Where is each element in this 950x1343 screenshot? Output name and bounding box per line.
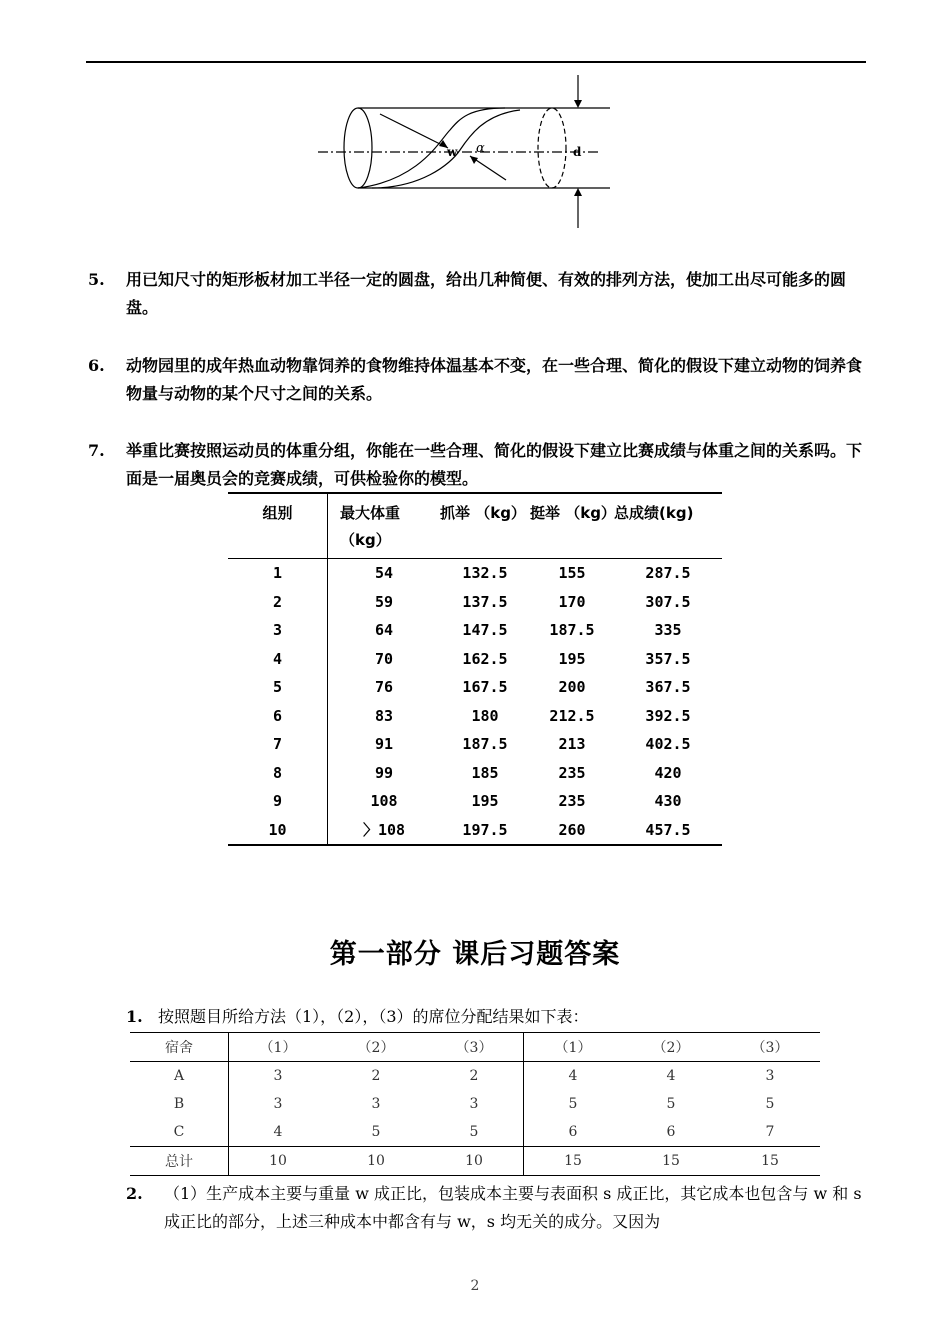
answer-2 bbox=[126, 1180, 866, 1236]
table-row: 7 91 187.5 213 402.5 bbox=[228, 730, 722, 759]
table-total-row: 总计 10 10 10 15 15 15 bbox=[130, 1147, 820, 1176]
label-w: w bbox=[447, 145, 458, 159]
header-clean-jerk: 挺举 （kg） bbox=[530, 504, 616, 522]
table-row: A 3 2 2 4 4 3 bbox=[130, 1062, 820, 1091]
header-total: 总成绩(kg) bbox=[614, 504, 694, 522]
answer-number: 1. bbox=[126, 1007, 143, 1026]
header-rule bbox=[86, 61, 866, 63]
table-row: 2 59 137.5 170 307.5 bbox=[228, 588, 722, 617]
table-header-row bbox=[228, 493, 722, 559]
weightlifting-table bbox=[228, 492, 722, 846]
question-5 bbox=[88, 266, 868, 322]
question-number: 7. bbox=[88, 441, 105, 460]
header-snatch: 抓举 （kg） bbox=[440, 504, 526, 522]
answer-number: 2. bbox=[126, 1184, 143, 1203]
table-row: C 4 5 5 6 6 7 bbox=[130, 1118, 820, 1147]
table-row: 8 99 185 235 420 bbox=[228, 759, 722, 788]
table-row: 6 83 180 212.5 392.5 bbox=[228, 702, 722, 731]
label-d: d bbox=[573, 145, 582, 159]
table-row: 1 54 132.5 155 287.5 bbox=[228, 559, 722, 588]
table-row: 3 64 147.5 187.5 335 bbox=[228, 616, 722, 645]
question-text: 动物园里的成年热血动物靠饲养的食物维持体温基本不变，在一些合理、简化的假设下建立动物的饲养食物量与动物的某个尺寸之间的关系。 bbox=[126, 356, 863, 403]
table-row: 5 76 167.5 200 367.5 bbox=[228, 673, 722, 702]
header-max-weight: 最大体重（kg） bbox=[340, 504, 401, 549]
answer-text: 按照题目所给方法（1），（2），（3）的席位分配结果如下表： bbox=[157, 1007, 589, 1026]
table-row: 4 70 162.5 195 357.5 bbox=[228, 645, 722, 674]
question-7 bbox=[88, 437, 868, 493]
question-6 bbox=[88, 352, 868, 408]
answer-text: （1）生产成本主要与重量 w 成正比，包装成本主要与表面积 s 成正比，其它成本也包含与 w 和 s 成正比的部分，上述三种成本中都含有与 w，s 均无关的成分。又因为 bbox=[164, 1184, 862, 1231]
page-number: 2 bbox=[470, 1278, 480, 1294]
header-group: 组别 bbox=[228, 493, 328, 559]
section-title: 第一部分 课后习题答案 bbox=[329, 939, 621, 970]
table-row: B 3 3 3 5 5 5 bbox=[130, 1090, 820, 1118]
cylinder-wrap-figure bbox=[300, 70, 630, 235]
label-alpha: α bbox=[476, 141, 485, 156]
table-row: 10 〉108 197.5 260 457.5 bbox=[228, 816, 722, 846]
question-text: 举重比赛按照运动员的体重分组，你能在一些合理、简化的假设下建立比赛成绩与体重之间的关系吗。下面是一届奥员会的竞赛成绩，可供检验你的模型。 bbox=[126, 441, 863, 488]
seat-allocation-table bbox=[130, 1032, 820, 1176]
question-number: 6. bbox=[88, 356, 105, 375]
answer-1-intro bbox=[126, 1004, 589, 1027]
question-text: 用已知尺寸的矩形板材加工半径一定的圆盘，给出几种简便、有效的排列方法，使加工出尽可能多的圆盘。 bbox=[126, 270, 847, 317]
table-header-row: 宿舍 （1） （2） （3） （1） （2） （3） bbox=[130, 1033, 820, 1062]
table-row: 9 108 195 235 430 bbox=[228, 787, 722, 816]
question-number: 5. bbox=[88, 270, 105, 289]
